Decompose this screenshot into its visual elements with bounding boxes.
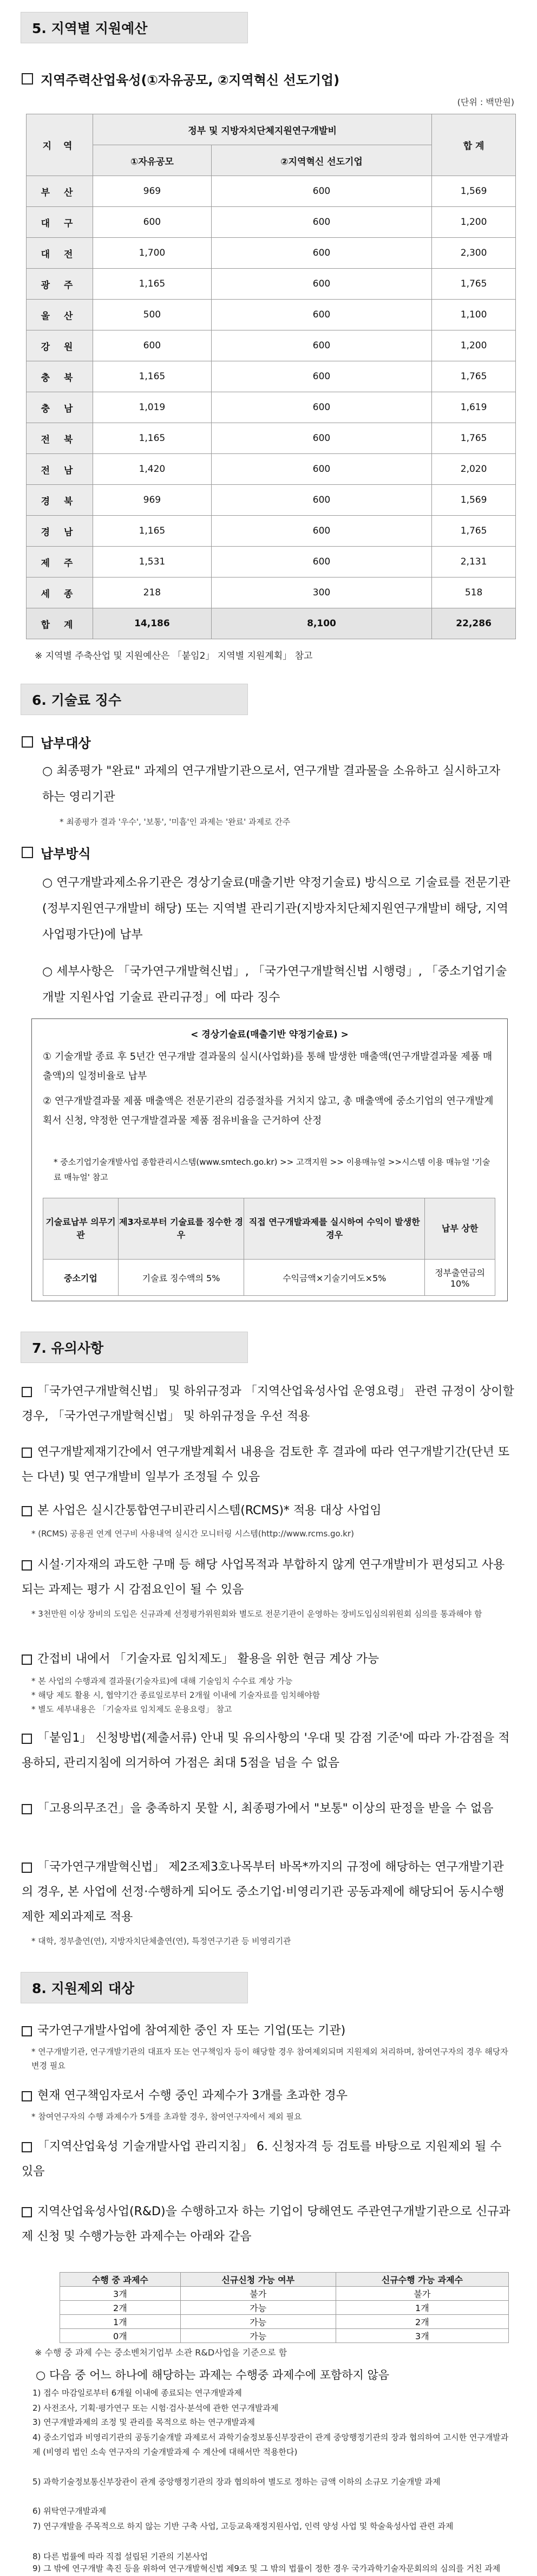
- notice-item: [22, 1440, 515, 1490]
- checkbox-square-icon: [22, 1387, 32, 1397]
- fee-box-title: < 경상기술료(매출기반 약정기술료) >: [191, 1029, 349, 1040]
- notice-item: [22, 1498, 515, 1523]
- value-cell: 1,165: [93, 423, 212, 454]
- checkbox-square-icon: [22, 1560, 32, 1571]
- cnt-cell: 2개: [336, 2315, 508, 2329]
- value-cell: 1,765: [432, 361, 516, 392]
- item-text: 「지역산업육성 기술개발사업 관리지침」 6. 신청자격 등 검토를 바탕으로 지원제외 될 수 있음: [22, 2140, 502, 2178]
- cnt-head: 신규수행 가능 과제수: [336, 2273, 508, 2287]
- value-cell: 1,765: [432, 516, 516, 547]
- value-cell: 600: [93, 207, 212, 238]
- checkbox-square-icon: [22, 1654, 32, 1665]
- budget-row: [27, 207, 516, 238]
- value-cell: 600: [211, 516, 431, 547]
- col-leading: ②지역혁신 선도기업: [211, 145, 431, 176]
- fee-table: [43, 1198, 495, 1296]
- cnt-cell: 1개: [60, 2315, 181, 2329]
- item-text: 시설·기자재의 과도한 구매 등 해당 사업목적과 부합하지 않게 연구개발비가 편성되고 사용되는 과제는 평가 시 감점요인이 될 수 있음: [22, 1558, 505, 1597]
- para-rules: ○ 세부사항은 「국가연구개발혁신법」, 「국가연구개발혁신법 시행령」, 「중소기업기술개발 지원사업 기술료 관리규정」에 따라 징수: [42, 965, 507, 1004]
- col-region: 지 역: [27, 114, 93, 176]
- exclude-item: [22, 2199, 515, 2249]
- region-cell: 강 원: [27, 330, 93, 361]
- value-cell: 1,019: [93, 392, 212, 423]
- fee-box-line-2: ② 연구개발결과물 제품 매출액은 전문기관의 검증절차를 거치지 않고, 총 매출액에 중소기업의 연구개발계획서 신청, 약정한 연구개발결과물 제품 점유비율을 근거하여 산정: [43, 1095, 494, 1126]
- notice-note: * 본 사업의 수행과제 결과물(기술자료)에 대해 기술임치 수수료 계상 가능: [31, 1676, 293, 1686]
- notice-item: [22, 1855, 515, 1930]
- value-cell: 22,286: [432, 608, 516, 639]
- cnt-cell: 가능: [180, 2301, 336, 2315]
- value-cell: 1,765: [432, 423, 516, 454]
- cnt-cell: 2개: [60, 2301, 181, 2315]
- checkbox-square-icon: [22, 2207, 32, 2217]
- region-cell: 제 주: [27, 547, 93, 578]
- numbered-item: 2) 사전조사, 기획·평가연구 또는 시험·검사·분석에 관한 연구개발과제: [32, 2403, 279, 2413]
- exclude-item: [22, 2019, 515, 2043]
- checkbox-square-icon: [22, 847, 33, 858]
- budget-row: [27, 361, 516, 392]
- item-text: 연구개발제재기간에서 연구개발계획서 내용을 검토한 후 결과에 따라 연구개발기간(단년 또는 다년) 및 연구개발비 일부가 조정될 수 있음: [22, 1445, 510, 1484]
- cnt-cell: 3개: [336, 2329, 508, 2343]
- budget-row: [27, 176, 516, 207]
- value-cell: 1,200: [432, 330, 516, 361]
- checkbox-square-icon: [22, 2142, 32, 2152]
- exclude-note: * 연구개발기관, 연구개발기관의 대표자 또는 연구책임자 등이 해당할 경우 참여제외되며 지원제외 처리하며, 참여연구자의 경우 해당자 변경 필요: [31, 2047, 508, 2071]
- notice-note: * 해당 제도 활용 시, 협약기간 종료일로부터 2개월 이내에 기술자료를 임치해야함: [31, 1690, 320, 1700]
- para-target: ○ 최종평가 "완료" 과제의 연구개발기관으로서, 연구개발 결과물을 소유하고 실시하고자 하는 영리기관: [42, 764, 501, 804]
- col-total: 합 계: [432, 114, 516, 176]
- budget-row: [27, 547, 516, 578]
- notice-item: [22, 1553, 515, 1602]
- value-cell: 2,300: [432, 238, 516, 269]
- checkbox-square-icon: [22, 1863, 32, 1873]
- fee-cell: 중소기업: [43, 1260, 119, 1296]
- fee-cell: 수익금액×기술기여도×5%: [244, 1260, 425, 1296]
- region-cell: 부 산: [27, 176, 93, 207]
- item-text: 「붙임1」 신청방법(제출서류) 안내 및 유의사항의 '우대 및 감점 기준'에 따라 가·감점을 적용하되, 관리지침에 의거하여 가점은 최대 5점을 넘을 수 없음: [22, 1731, 510, 1770]
- section-8-title: 8. 지원제외 대상: [32, 1981, 135, 1996]
- checkbox-square-icon: [22, 1506, 32, 1516]
- cnt-cell: 0개: [60, 2329, 181, 2343]
- cnt-note: ※ 수행 중 과제 수는 중소벤처기업부 소관 R&D사업을 기준으로 함: [35, 2347, 287, 2358]
- cnt-row: [60, 2329, 509, 2343]
- value-cell: 1,765: [432, 269, 516, 300]
- subtitle-text: 지역주력산업육성(①자유공모, ②지역혁신 선도기업): [41, 73, 340, 88]
- section-5-header: [21, 12, 248, 43]
- region-cell: 충 남: [27, 392, 93, 423]
- exclude-item: [22, 2134, 515, 2184]
- value-cell: 600: [211, 176, 431, 207]
- cnt-cell: 가능: [180, 2329, 336, 2343]
- value-cell: 1,100: [432, 300, 516, 330]
- value-cell: 300: [211, 578, 431, 608]
- value-cell: 2,020: [432, 454, 516, 485]
- budget-row: [27, 330, 516, 361]
- notice-item: [22, 1379, 515, 1429]
- section-6-title: 6. 기술료 징수: [32, 692, 122, 708]
- section-6-header: [21, 684, 248, 715]
- budget-row: [27, 300, 516, 330]
- task-count-table: [60, 2272, 509, 2343]
- checkbox-square-icon: [22, 1448, 32, 1458]
- item-text: 현재 연구책임자로서 수행 중인 과제수가 3개를 초과한 경우: [37, 2089, 348, 2103]
- value-cell: 8,100: [211, 608, 431, 639]
- cnt-cell: 3개: [60, 2287, 181, 2301]
- checkbox-square-icon: [22, 2091, 32, 2101]
- value-cell: 518: [432, 578, 516, 608]
- fee-head-3: 직접 연구개발과제를 실시하여 수익이 발생한 경우: [244, 1198, 425, 1260]
- cnt-head: 신규신청 가능 여부: [180, 2273, 336, 2287]
- cnt-row: [60, 2315, 509, 2329]
- col-free: ①자유공모: [93, 145, 212, 176]
- value-cell: 969: [93, 176, 212, 207]
- section-5-title: 5. 지역별 지원예산: [32, 21, 148, 36]
- cnt-row: [60, 2301, 509, 2315]
- numbered-item: 1) 접수 마감일로부터 6개월 이내에 종료되는 연구개발과제: [32, 2388, 242, 2398]
- note-target: * 최종평가 결과 '우수', '보통', '미흡'인 과제는 '완료' 과제로 간주: [60, 817, 291, 827]
- cnt-head: 수행 중 과제수: [60, 2273, 181, 2287]
- budget-row: [27, 423, 516, 454]
- region-cell: 전 북: [27, 423, 93, 454]
- budget-table: [26, 114, 516, 639]
- region-cell: 울 산: [27, 300, 93, 330]
- value-cell: 969: [93, 485, 212, 516]
- checkbox-square-icon: [22, 73, 33, 85]
- value-cell: 600: [211, 454, 431, 485]
- cnt-cell: 불가: [180, 2287, 336, 2301]
- notice-item: [22, 1796, 515, 1821]
- col-group: 정부 및 지방자치단체지원연구개발비: [93, 114, 432, 145]
- item-text: 지역산업육성사업(R&D)을 수행하고자 하는 기업이 당해연도 주관연구개발기관으로 신규과제 신청 및 수행가능한 과제수는 아래와 같음: [22, 2205, 510, 2243]
- value-cell: 1,569: [432, 485, 516, 516]
- section-7-title: 7. 유의사항: [32, 1340, 104, 1356]
- value-cell: 500: [93, 300, 212, 330]
- item-text: 본 사업은 실시간통합연구비관리시스템(RCMS)* 적용 대상 사업임: [37, 1504, 382, 1517]
- numbered-item: 6) 위탁연구개발과제: [32, 2506, 107, 2516]
- budget-row: [27, 454, 516, 485]
- budget-row: [27, 238, 516, 269]
- budget-row: [27, 485, 516, 516]
- cnt-row: [60, 2287, 509, 2301]
- fee-box-note: * 중소기업기술개발사업 종합관리시스템(www.smtech.go.kr) >> 고객지원 >> 이용매뉴얼 >>시스템 이용 매뉴얼 '기술료 매뉴얼' 참고: [54, 1157, 490, 1182]
- numbered-item: 4) 중소기업과 비영리기관의 공동기술개발 과제로서 과학기술정보통신부장관이 관계 중앙행정기관의 장과 협의하여 고시한 연구개발과제 (비영리 법인 소속 연구자의 기술개발과제 수 계산에 대해서만 적용한다): [32, 2432, 509, 2457]
- numbered-item: 3) 연구개발과제의 조정 및 관리를 목적으로 하는 연구개발과제: [32, 2417, 256, 2427]
- region-cell: 세 종: [27, 578, 93, 608]
- checkbox-square-icon: [22, 736, 33, 748]
- value-cell: 1,531: [93, 547, 212, 578]
- value-cell: 600: [211, 547, 431, 578]
- region-cell: 전 남: [27, 454, 93, 485]
- item-text: 국가연구개발사업에 참여제한 중인 자 또는 기업(또는 기관): [37, 2024, 346, 2038]
- exclude-note: * 참여연구자의 수행 과제수가 5개를 초과할 경우, 참여연구자에서 제외 필요: [31, 2112, 302, 2121]
- fee-head-4: 납부 상한: [425, 1198, 495, 1260]
- cnt-cell: 가능: [180, 2315, 336, 2329]
- value-cell: 1,165: [93, 269, 212, 300]
- exclude-rule: ○ 다음 중 어느 하나에 해당하는 과제는 수행중 과제수에 포함하지 않음: [36, 2369, 390, 2382]
- numbered-item: 7) 연구개발을 주목적으로 하지 않는 기반 구축 사업, 고등교육재정지원사업, 인력 양성 사업 및 학술육성사업 관련 과제: [32, 2521, 454, 2531]
- section-7-header: [21, 1332, 248, 1363]
- notice-note: * 대학, 정부출연(연), 지방자치단체출연(연), 특정연구기관 등 비영리기관: [31, 1936, 291, 1946]
- fee-box: [31, 1018, 508, 1301]
- budget-row: [27, 578, 516, 608]
- notice-item: [22, 1647, 515, 1672]
- item-text: 「국가연구개발혁신법」 및 하위규정과 「지역산업육성사업 운영요령」 관련 규정이 상이할 경우, 「국가연구개발혁신법」 및 하위규정을 우선 적용: [22, 1385, 514, 1423]
- region-cell: 경 남: [27, 516, 93, 547]
- region-cell: 충 북: [27, 361, 93, 392]
- value-cell: 600: [211, 361, 431, 392]
- checkbox-square-icon: [22, 2026, 32, 2036]
- value-cell: 600: [211, 207, 431, 238]
- budget-row: [27, 608, 516, 639]
- value-cell: 1,165: [93, 516, 212, 547]
- item-text: 「고용의무조건」을 충족하지 못할 시, 최종평가에서 "보통" 이상의 판정을 받을 수 없음: [37, 1802, 494, 1815]
- region-cell: 합 계: [27, 608, 93, 639]
- value-cell: 1,619: [432, 392, 516, 423]
- region-cell: 대 구: [27, 207, 93, 238]
- cnt-cell: 불가: [336, 2287, 508, 2301]
- value-cell: 14,186: [93, 608, 212, 639]
- budget-row: [27, 269, 516, 300]
- checkbox-square-icon: [22, 1804, 32, 1814]
- value-cell: 218: [93, 578, 212, 608]
- numbered-item: 8) 다른 법률에 따라 직접 설립된 기관의 기본사업: [32, 2552, 208, 2561]
- budget-note: ※ 지역별 주축산업 및 지원예산은 「붙임2」 지역별 지원계획」 참고: [35, 651, 313, 661]
- value-cell: 600: [211, 238, 431, 269]
- value-cell: 2,131: [432, 547, 516, 578]
- value-cell: 600: [211, 485, 431, 516]
- sub-text: 납부방식: [41, 846, 91, 861]
- sub-text: 납부대상: [41, 736, 91, 751]
- item-text: 간접비 내에서 「기술자료 임치제도」 활용을 위한 현금 계상 가능: [37, 1652, 379, 1666]
- value-cell: 1,165: [93, 361, 212, 392]
- exclude-item: [22, 2084, 515, 2108]
- value-cell: 1,420: [93, 454, 212, 485]
- value-cell: 1,700: [93, 238, 212, 269]
- value-cell: 600: [211, 330, 431, 361]
- fee-cell: 기술료 징수액의 5%: [118, 1260, 244, 1296]
- fee-box-line-1: ① 기술개발 종료 후 5년간 연구개발 결과물의 실시(사업화)를 통해 발생한 매출액(연구개발결과물 제품 매출액)의 일정비율로 납부: [43, 1051, 493, 1082]
- fee-cell: 정부출연금의 10%: [425, 1260, 495, 1296]
- value-cell: 600: [211, 269, 431, 300]
- budget-row: [27, 392, 516, 423]
- region-cell: 대 전: [27, 238, 93, 269]
- notice-note: * (RCMS) 공용권 연계 연구비 사용내역 실시간 모니터링 시스템(http://www.rcms.go.kr): [31, 1529, 354, 1539]
- region-cell: 경 북: [27, 485, 93, 516]
- value-cell: 1,200: [432, 207, 516, 238]
- unit-label: (단위 : 백만원): [457, 97, 514, 107]
- cnt-cell: 1개: [336, 2301, 508, 2315]
- notice-note: * 3천만원 이상 장비의 도입은 신규과제 선정평가위원회와 별도로 전문기관이 운영하는 장비도입심의위원회 심의를 통과해야 함: [31, 1609, 482, 1619]
- item-text: 「국가연구개발혁신법」 제2조제3호나목부터 바목*까지의 규정에 해당하는 연구개발기관의 경우, 본 사업에 선정·수행하게 되어도 중소기업·비영리기관 공동과제에 해당되어 동시수행제한 제외과제로 적용: [22, 1860, 505, 1924]
- budget-row: [27, 516, 516, 547]
- value-cell: 600: [211, 392, 431, 423]
- para-method: ○ 연구개발과제소유기관은 경상기술료(매출기반 약정기술료) 방식으로 기술료를 전문기관(정부지원연구개발비 해당) 또는 지역별 관리기관(지방자치단체지원연구개발비 해당, 지역사업평가단)에 납부: [42, 876, 510, 942]
- section-8-header: [21, 1972, 248, 2003]
- numbered-item: 9) 그 밖에 연구개발 촉진 등을 위하여 연구개발혁신법 제9조 및 그 밖의 법률이 정한 경우 국가과학기술자문회의의 심의를 거친 과제: [32, 2564, 501, 2573]
- section-5-subtitle: [22, 69, 339, 88]
- fee-head-1: 기술료납부 의무기관: [43, 1198, 119, 1260]
- sub-payment-method: [22, 843, 91, 862]
- notice-item: [22, 1726, 515, 1776]
- fee-head-2: 제3자로부터 기술료를 징수한 경우: [118, 1198, 244, 1260]
- value-cell: 600: [93, 330, 212, 361]
- region-cell: 광 주: [27, 269, 93, 300]
- sub-payment-target: [22, 732, 91, 751]
- notice-note: * 별도 세부내용은 「기술자료 임치제도 운용요령」 참고: [31, 1704, 232, 1714]
- value-cell: 600: [211, 423, 431, 454]
- value-cell: 600: [211, 300, 431, 330]
- numbered-item: 5) 과학기술정보통신부장관이 관계 중앙행정기관의 장과 협의하여 별도로 정하는 금액 이하의 소규모 기술개발 과제: [32, 2477, 441, 2487]
- checkbox-square-icon: [22, 1734, 32, 1744]
- value-cell: 1,569: [432, 176, 516, 207]
